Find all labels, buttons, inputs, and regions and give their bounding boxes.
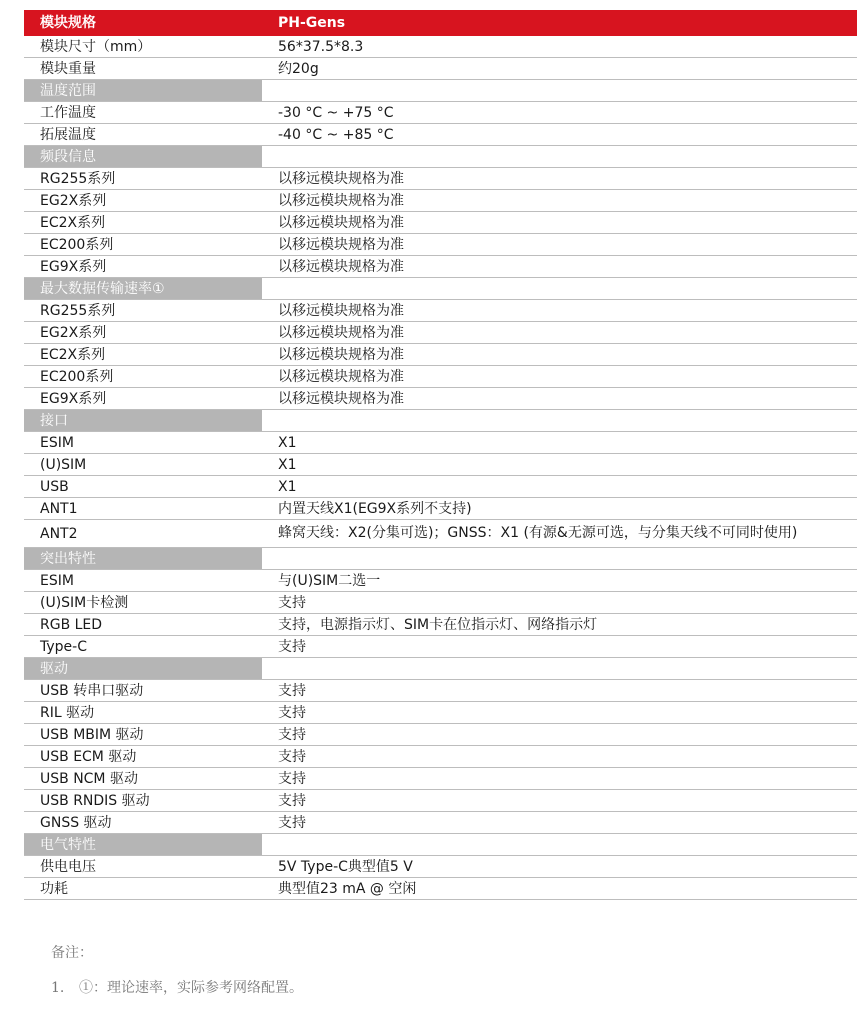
table-row bbox=[24, 168, 857, 190]
table-row bbox=[24, 702, 857, 724]
row-key: EG2X系列 bbox=[24, 190, 262, 212]
row-value: 支持 bbox=[262, 768, 857, 790]
section-header-row bbox=[24, 410, 857, 432]
row-value: 以移远模块规格为准 bbox=[262, 190, 857, 212]
row-key: 工作温度 bbox=[24, 102, 262, 124]
note-number: 1. bbox=[51, 980, 65, 996]
table-row bbox=[24, 520, 857, 548]
table-row bbox=[24, 498, 857, 520]
row-key: ANT1 bbox=[24, 498, 262, 520]
section-blank bbox=[262, 834, 857, 856]
row-key: USB 转串口驱动 bbox=[24, 680, 262, 702]
row-key: EG9X系列 bbox=[24, 388, 262, 410]
row-key: 功耗 bbox=[24, 878, 262, 900]
table-row bbox=[24, 570, 857, 592]
row-value: 支持 bbox=[262, 746, 857, 768]
row-key: EC2X系列 bbox=[24, 344, 262, 366]
section-header-row bbox=[24, 548, 857, 570]
table-row bbox=[24, 476, 857, 498]
row-key: 模块尺寸（mm） bbox=[24, 36, 262, 58]
section-blank bbox=[262, 278, 857, 300]
row-value: 与(U)SIM二选一 bbox=[262, 570, 857, 592]
row-key: EG9X系列 bbox=[24, 256, 262, 278]
header-key: 模块规格 bbox=[24, 10, 262, 36]
table-row bbox=[24, 190, 857, 212]
table-row bbox=[24, 344, 857, 366]
row-value: 56*37.5*8.3 bbox=[262, 36, 857, 58]
spec-table-body bbox=[24, 10, 857, 900]
table-row bbox=[24, 454, 857, 476]
row-key: ESIM bbox=[24, 432, 262, 454]
row-key: USB RNDIS 驱动 bbox=[24, 790, 262, 812]
table-row bbox=[24, 746, 857, 768]
row-key: Type-C bbox=[24, 636, 262, 658]
row-value: 以移远模块规格为准 bbox=[262, 234, 857, 256]
section-title: 驱动 bbox=[24, 658, 262, 680]
row-value: X1 bbox=[262, 432, 857, 454]
row-value: 以移远模块规格为准 bbox=[262, 212, 857, 234]
row-value: 支持 bbox=[262, 724, 857, 746]
table-row bbox=[24, 366, 857, 388]
row-key: USB NCM 驱动 bbox=[24, 768, 262, 790]
row-value: 支持 bbox=[262, 592, 857, 614]
row-key: 模块重量 bbox=[24, 58, 262, 80]
row-key: ANT2 bbox=[24, 520, 262, 548]
row-value: 蜂窝天线：X2(分集可选)；GNSS：X1 (有源&无源可选，与分集天线不可同时使用) bbox=[262, 520, 857, 548]
row-key: RGB LED bbox=[24, 614, 262, 636]
notes-title: 备注： bbox=[51, 945, 93, 961]
table-row bbox=[24, 212, 857, 234]
table-row bbox=[24, 388, 857, 410]
row-value: X1 bbox=[262, 476, 857, 498]
table-row bbox=[24, 636, 857, 658]
table-header-row bbox=[24, 10, 857, 36]
table-row bbox=[24, 856, 857, 878]
row-value: -30 °C ~ +75 °C bbox=[262, 102, 857, 124]
table-row bbox=[24, 58, 857, 80]
table-row bbox=[24, 234, 857, 256]
section-title: 电气特性 bbox=[24, 834, 262, 856]
row-key: USB MBIM 驱动 bbox=[24, 724, 262, 746]
row-value: 支持 bbox=[262, 812, 857, 834]
row-key: EG2X系列 bbox=[24, 322, 262, 344]
row-value: 支持，电源指示灯、SIM卡在位指示灯、网络指示灯 bbox=[262, 614, 857, 636]
table-row bbox=[24, 680, 857, 702]
row-key: (U)SIM bbox=[24, 454, 262, 476]
note-text: ①：理论速率，实际参考网络配置。 bbox=[79, 980, 303, 996]
table-row bbox=[24, 592, 857, 614]
section-blank bbox=[262, 146, 857, 168]
header-value: PH-Gens bbox=[262, 10, 857, 36]
table-row bbox=[24, 124, 857, 146]
section-title: 突出特性 bbox=[24, 548, 262, 570]
row-key: EC200系列 bbox=[24, 366, 262, 388]
row-value: 以移远模块规格为准 bbox=[262, 366, 857, 388]
row-value: 以移远模块规格为准 bbox=[262, 388, 857, 410]
row-key: EC2X系列 bbox=[24, 212, 262, 234]
row-key: RG255系列 bbox=[24, 300, 262, 322]
table-row bbox=[24, 614, 857, 636]
row-value: X1 bbox=[262, 454, 857, 476]
note-item bbox=[51, 977, 303, 997]
table-row bbox=[24, 812, 857, 834]
section-header-row bbox=[24, 278, 857, 300]
row-key: (U)SIM卡检测 bbox=[24, 592, 262, 614]
row-value: 约20g bbox=[262, 58, 857, 80]
row-value: 支持 bbox=[262, 680, 857, 702]
table-row bbox=[24, 790, 857, 812]
section-header-row bbox=[24, 80, 857, 102]
spec-table bbox=[24, 10, 857, 900]
row-key: 拓展温度 bbox=[24, 124, 262, 146]
table-row bbox=[24, 878, 857, 900]
table-row bbox=[24, 768, 857, 790]
section-blank bbox=[262, 548, 857, 570]
section-blank bbox=[262, 80, 857, 102]
table-row bbox=[24, 300, 857, 322]
row-value: 以移远模块规格为准 bbox=[262, 256, 857, 278]
section-header-row bbox=[24, 658, 857, 680]
row-value: 典型值23 mA @ 空闲 bbox=[262, 878, 857, 900]
section-title: 频段信息 bbox=[24, 146, 262, 168]
section-blank bbox=[262, 658, 857, 680]
row-value: 5V Type-C典型值5 V bbox=[262, 856, 857, 878]
row-value: 以移远模块规格为准 bbox=[262, 300, 857, 322]
section-header-row bbox=[24, 834, 857, 856]
row-key: EC200系列 bbox=[24, 234, 262, 256]
section-title: 最大数据传输速率① bbox=[24, 278, 262, 300]
row-key: USB ECM 驱动 bbox=[24, 746, 262, 768]
row-value: 以移远模块规格为准 bbox=[262, 344, 857, 366]
row-value: 以移远模块规格为准 bbox=[262, 168, 857, 190]
section-header-row bbox=[24, 146, 857, 168]
table-row bbox=[24, 102, 857, 124]
row-key: GNSS 驱动 bbox=[24, 812, 262, 834]
table-row bbox=[24, 724, 857, 746]
row-key: ESIM bbox=[24, 570, 262, 592]
table-row bbox=[24, 36, 857, 58]
row-key: RIL 驱动 bbox=[24, 702, 262, 724]
row-value: -40 °C ~ +85 °C bbox=[262, 124, 857, 146]
section-blank bbox=[262, 410, 857, 432]
row-key: USB bbox=[24, 476, 262, 498]
row-key: 供电电压 bbox=[24, 856, 262, 878]
row-value: 支持 bbox=[262, 702, 857, 724]
section-title: 接口 bbox=[24, 410, 262, 432]
row-key: RG255系列 bbox=[24, 168, 262, 190]
row-value: 支持 bbox=[262, 636, 857, 658]
table-row bbox=[24, 322, 857, 344]
row-value: 以移远模块规格为准 bbox=[262, 322, 857, 344]
row-value: 支持 bbox=[262, 790, 857, 812]
table-row bbox=[24, 256, 857, 278]
table-row bbox=[24, 432, 857, 454]
row-value: 内置天线X1(EG9X系列不支持) bbox=[262, 498, 857, 520]
section-title: 温度范围 bbox=[24, 80, 262, 102]
